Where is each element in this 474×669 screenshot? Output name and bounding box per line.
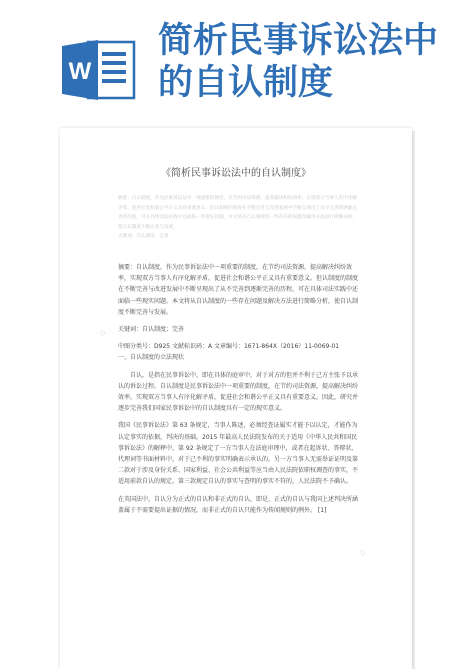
watermark-mark: ⌂	[357, 547, 368, 559]
abstract: 摘要：自认制度，作为民事诉讼法中一项重要的制度，在节约司法资源，提高解决纠纷效率，实现双方当事人有序化解矛盾，促进社会和谐公平正义具有重要意义。但认制度的制度在不断完善与改进发展中不断呈现出了从不完善到逐渐完善的历程，可在具体司法实践中还面临一些现实问题。本文将从自认制度的一些存在问题及解决方法进行简略分析，使自认制度不断完善与发展。	[118, 264, 359, 316]
document-body	[118, 262, 358, 516]
document-page	[60, 128, 412, 669]
banner-title	[158, 20, 458, 104]
faint-paragraph: 关键词：自认制度；完善	[118, 234, 169, 239]
section-heading: 一、自认制度的立法现状	[118, 354, 185, 362]
classification-line: 中图分类号：D925 文献标识码：A 文章编号：1671-864X（2016）11-0069-01	[118, 343, 340, 351]
banner-title-line2: 的自认制度	[158, 63, 334, 103]
keywords: 关键词：自认制度；完善	[118, 326, 185, 334]
watermark-mark: ⌂	[97, 327, 108, 339]
word-doc-icon	[62, 38, 138, 102]
document-title: 《简析民事诉讼法中的自认制度》	[161, 168, 311, 179]
paragraph: 在英国法中，自认分为正式的自认和非正式的自认，即是，正式的自认与我国上述判决所涵盖属于不需要提出证据的情况，而非正式的自认只能作为传闻规则的例外。 [1]	[118, 495, 359, 514]
paragraph: 自认，是指在民事诉讼中，即在具体的庭审中，对于对方的但并不利于己方主张予以承认的诉讼过程。自认制度是民事诉讼法中一项重要的制度，在节约司法资源，提高解决纠纷效率，实现双方当事人有序化解矛盾，促进社会和谐公平正义具有重要意义。因此，研究并逐步完善我们国家民事诉讼中的自认制度具有一定的现实意义。	[118, 371, 359, 413]
banner-title-line1: 简析民事诉讼法中	[158, 21, 439, 61]
word-icon-letter: W	[68, 58, 92, 85]
banner	[0, 0, 474, 110]
paragraph: 我国《民事诉讼法》第 63 条规定，当事人陈述，必须经查证属实才能予以认定，才能作为认定事实的依据，判决的基础。2015 年最高人民法院发布的关于适用《中华人民共和国民事诉讼法》的解释中，第 92 条规定了一方当事人在法庭审理中，或者在起诉状、答辩状、代理词等书面材料中，对于己不利的事实明确表示承认的，另一方当事人无需举证证明及第二款对于涉及身份关系、国家利益、社会公共利益等应当由人民法院依职权调查的事实，不适用前款自认的规定。第三款规定自认的事实与查明的事实不符的，人民法院不予确认。	[118, 422, 359, 486]
faint-paragraph: 摘要：自认制度，作为民事诉讼法中一项重要的制度，在节约司法资源、提高解决纠纷效率、实现双方当事人有序化解矛盾、促进社会和谐公平正义具有重要意义。但认制度的制度在不断完善与改进发展中不断呈现出了从不完善到逐渐完善的历程，可在具体司法实践中还面临一些现实问题。本文将从自认制度的一些存在的问题及解决方法进行简略分析，使自认制度不断完善与发展。	[118, 196, 357, 230]
faint-abstract	[118, 194, 360, 242]
